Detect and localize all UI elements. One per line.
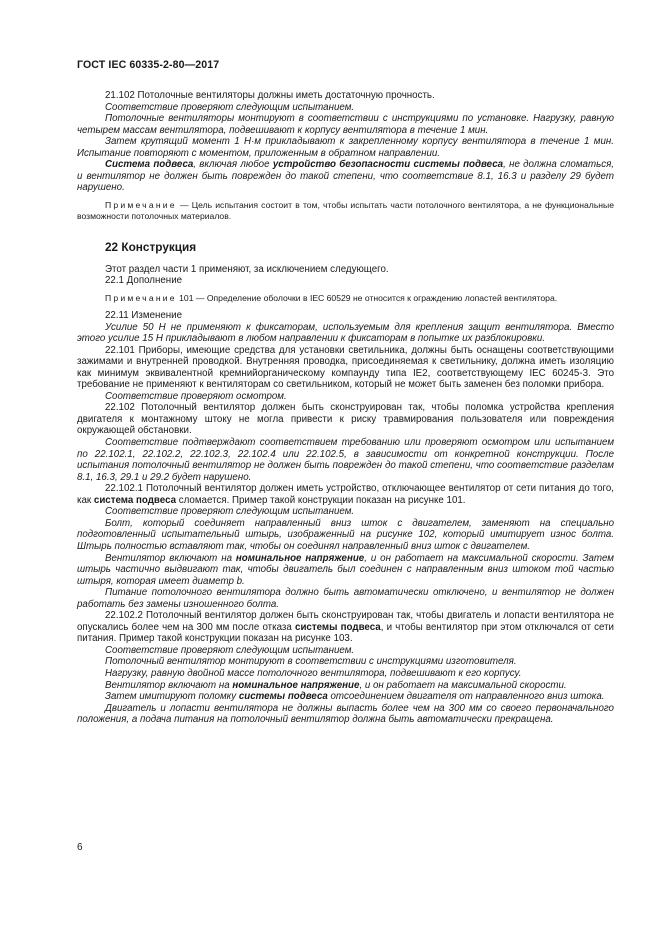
note-test-purpose: Примечание — Цель испытания состоит в том, чтобы испытать части потолочного вентилятора, а не функциональные возможности потолочных материалов. (77, 199, 614, 221)
page-header-standard: ГОСТ IEC 60335-2-80—2017 (77, 59, 220, 71)
force-modification-text: Усилие 50 Н не применяют к фиксаторам, используемым для крепления защит вентилятора. Вместо этого усилие 15 Н прикладывают в любом направлении к фиксаторам в попытке их разблокировки. (77, 321, 614, 345)
section-title-construction: 22 Конструкция (105, 239, 197, 254)
page-number: 6 (77, 842, 83, 853)
clause-22-11: 22.11 Изменение (105, 310, 183, 322)
bolt-replacement-text: Болт, который соединяет направленный вниз шток с двигателем, заменяют на специально подготовленный испытательный штырь, изображенный на рисунке 102, который имитирует износ болта. Штырь полностью вставляют так, чтобы он соединял направленный вниз шток с двигателем. (77, 517, 614, 552)
suspension-requirement: Система подвеса, включая любое устройство безопасности системы подвеса, не должна сломаться, и вентилятор не должен быть поврежден до такой степени, что соответствие 8.1, 16.3 и разделу 29 будет нарушено. (77, 159, 614, 194)
clause-22-102-1: 22.102.1 Потолочный вентилятор должен иметь устройство, отключающее вентилятор от сети питания до того, как система подвеса сломается. Пример такой конструкции показан на рисунке 101. (77, 483, 614, 506)
rated-voltage-text: Вентилятор включают на номинальное напряжение, и он работает на максимальной скорости. Затем штырь частично выдвигают так, чтобы двигатель был соединен с направленным вниз штоком той частью штыря, которая имеет диаметр b. (77, 552, 614, 587)
term-suspension-system: система подвеса (93, 494, 177, 506)
simulate-failure-text: Затем имитируют поломку системы подвеса отсоединением двигателя от направленного вниз штока. (105, 691, 605, 703)
compliance-test-intro-2: Соответствие проверяют следующим испытанием. (105, 506, 355, 518)
compliance-test-intro: Соответствие проверяют следующим испытанием. (105, 101, 355, 113)
compliance-22-102: Соответствие подтверждают соответствием требованию или проверяют осмотром или испытанием по 22.102.1, 22.102.2, 22.102.3, 22.102.4 или 22.102.5, в зависимости от конкретной конструкции. После испытания потолочный вентилятор не должен быть поврежден до такой степени, что соответствие разделам 8.1, 16.3, 29.1 и 29.2 будет нарушено. (77, 437, 614, 483)
clause-22-1: 22.1 Дополнение (105, 275, 183, 287)
term-rated-voltage: номинальное напряжение (232, 679, 360, 691)
section-intro: Этот раздел части 1 применяют, за исключением следующего. (105, 263, 389, 275)
term-suspension-system: системы подвеса (238, 691, 328, 703)
page-content (77, 90, 614, 726)
drop-limit-text: Двигатель и лопасти вентилятора не должны выпасть более чем на 300 мм со своего первоначального положения, а подача питания на потолочный вентилятор должна быть автоматически прекращена. (77, 702, 614, 726)
mount-per-instructions: Потолочный вентилятор монтируют в соответствии с инструкциями изготовителя. (105, 656, 517, 668)
term-suspension-safety-device: устройство безопасности системы подвеса (272, 159, 504, 171)
auto-disconnect-text: Питание потолочного вентилятора должно быть автоматически отключено, и вентилятор не должен работать без замены изношенного болта. (77, 587, 614, 610)
rated-voltage-text-2: Вентилятор включают на номинальное напряжение, и он работает на максимальной скорости. (105, 679, 567, 691)
compliance-test-intro-3: Соответствие проверяют следующим испытанием. (105, 644, 355, 656)
clause-21-102: 21.102 Потолочные вентиляторы должны иметь достаточную прочность. (105, 90, 435, 101)
term-suspension-system: Система подвеса (105, 159, 194, 171)
double-mass-load: Нагрузку, равную двойной массе потолочного вентилятора, подвешивают к его корпусу. (105, 667, 522, 679)
clause-22-101: 22.101 Приборы, имеющие средства для установки светильника, должны быть оснащены соответствующими зажимами и внутренней проводкой. Внутренняя проводка, присоединяемая к светильнику, должна иметь изоляцию как минимум эквивалентной кремнийорганическому компаунду типа IE2, соответствующему IEC 60245-3. Это требование не применяют к вентиляторам со светильником, который не может быть заменен без поломки прибора. (77, 344, 614, 391)
torque-test-text: Затем крутящий момент 1 Н·м прикладывают к закрепленному корпусу вентилятора в течение 1 мин. Испытание повторяют с моментом, приложенным в обратном направлении. (77, 136, 614, 159)
term-suspension-system: системы подвеса (295, 621, 381, 633)
term-rated-voltage: номинальное напряжение (235, 552, 365, 564)
note-101: Примечание 101 — Определение оболочки в IEC 60529 не относится к ограждению лопастей вентилятора. (105, 293, 558, 304)
clause-22-102-2: 22.102.2 Потолочный вентилятор должен быть сконструирован так, чтобы двигатель и лопасти вентилятора не опускались более чем на 300 мм после отказа системы подвеса, и чтобы вентилятор при этом отключался от сети питания. Пример такой конструкции показан на рисунке 103. (77, 610, 615, 645)
compliance-inspection: Соответствие проверяют осмотром. (105, 390, 287, 402)
mounting-load-text: Потолочные вентиляторы монтируют в соответствии с инструкциями по установке. Нагрузку, равную четырем массам вентилятора, подвешивают к корпусу вентилятора в течение 1 мин. (77, 113, 614, 136)
clause-22-102: 22.102 Потолочный вентилятор должен быть сконструирован так, чтобы поломка устройства крепления двигателя к монтажному штоку не могла привести к риску травмирования пользователя или повреждения окружающей обстановки. (77, 402, 614, 437)
